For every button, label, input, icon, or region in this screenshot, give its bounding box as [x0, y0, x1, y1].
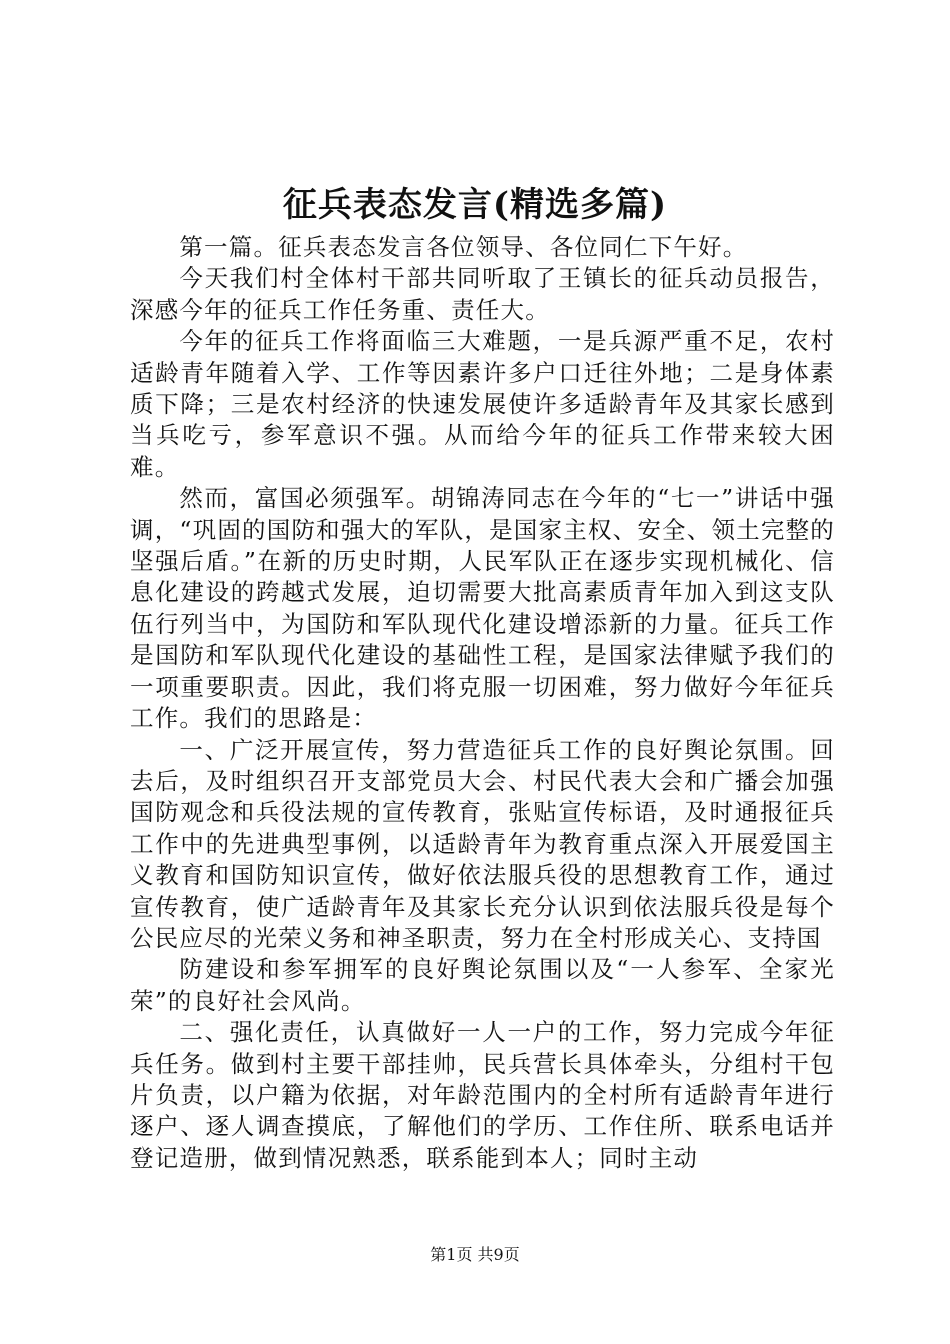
- paragraph: 今天我们村全体村干部共同听取了王镇长的征兵动员报告，深感今年的征兵工作任务重、责任大。: [130, 264, 835, 324]
- paragraph: 然而，富国必须强军。胡锦涛同志在今年的“七一”讲话中强调，“巩固的国防和强大的军队，是国家主权、安全、领土完整的坚强后盾。”在新的历史时期，人民军队正在逐步实现机械化、信息化建设的跨越式发展，迫切需要大批高素质青年加入到这支队伍行列当中，为国防和军队现代化建设增添新的力量。征兵工作是国防和军队现代化建设的基础性工程，是国家法律赋予我们的一项重要职责。因此，我们将克服一切困难，努力做好今年征兵工作。我们的思路是：: [130, 484, 835, 733]
- paragraph: 二、强化责任，认真做好一人一户的工作，努力完成今年征兵任务。做到村主要干部挂帅，民兵营长具体牵头，分组村干包片负责，以户籍为依据，对年龄范围内的全村所有适龄青年进行逐户、逐人调查摸底，了解他们的学历、工作住所、联系电话并登记造册，做到情况熟悉，联系能到本人；同时主动: [130, 1018, 835, 1172]
- paragraph: 一、广泛开展宣传，努力营造征兵工作的良好舆论氛围。回去后，及时组织召开支部党员大会、村民代表大会和广播会加强国防观念和兵役法规的宣传教育，张贴宣传标语，及时通报征兵工作中的先进典型事例，以适龄青年为教育重点深入开展爱国主义教育和国防知识宣传，做好依法服兵役的思想教育工作，通过宣传教育，使广适龄青年及其家长充分认识到依法服兵役是每个公民应尽的光荣义务和神圣职责，努力在全村形成关心、支持国: [130, 735, 835, 952]
- document-body: [130, 232, 835, 1174]
- page-footer: 第1页 共9页: [430, 1245, 520, 1264]
- paragraph: 第一篇。征兵表态发言各位领导、各位同仁下午好。: [179, 233, 748, 261]
- paragraph: 防建设和参军拥军的良好舆论氛围以及“一人参军、全家光荣”的良好社会风尚。: [130, 955, 835, 1015]
- document-title: 征兵表态发言(精选多篇): [282, 185, 668, 225]
- paragraph: 今年的征兵工作将面临三大难题，一是兵源严重不足，农村适龄青年随着入学、工作等因素许多户口迁往外地；二是身体素质下降；三是农村经济的快速发展使许多适龄青年及其家长感到当兵吃亏，参军意识不强。从而给今年的征兵工作带来较大困难。: [130, 327, 835, 481]
